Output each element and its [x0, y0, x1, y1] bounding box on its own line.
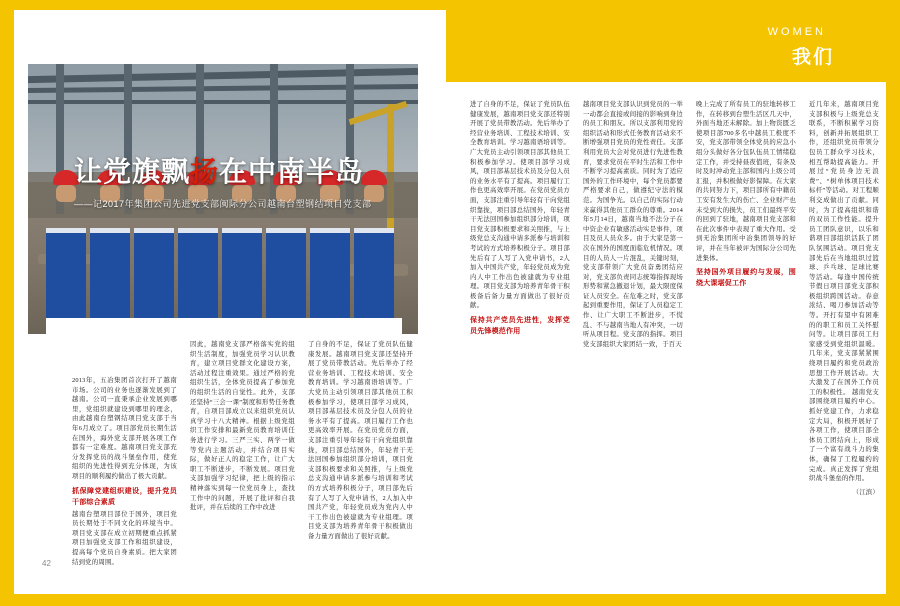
right-col1-paragraph: 进了自身的不足，保证了党员队伍健康发展，越南项目党支部还特别开展了党员带教活动。先后举办了经营业务培训、工程技术培训、安全教育培训。学习越南语培训等。广大党员主动引领项目部其他员工积极参加学习。使项目部学习成风，项目部基层技术员及分包人员的业务水平有了提高。项目履行工作也更高效率开展。在党员党员方面，支部注重引导年轻有干向党组织靠拢，项目部总结国外，年轻青干无法回国参加组织部分培训，项目党支部积极要求和关照推，与上级党总支沟通申请多派参与培训和考试的方式培养积极分子。项目部先后有了人写了入党申请书，2人加入中国共产党，年轻党员成为党内人中工作出色被建就为专业组理。项目党支部为培养青年骨干积极备后备力量方面做出了很好贡献。: [470, 101, 570, 310]
uniform-stripe: [266, 228, 306, 233]
right-column-2: [583, 100, 683, 349]
right-col3-subheading: 坚持国外项目履约与发展，围绕大课堪促工作: [696, 268, 796, 288]
right-column-4: [809, 100, 879, 497]
left-col2-paragraph: 因此，越南党支部严格落实党的组织生活制度，加强党员学习认识教育，建立项目党群文化建设方案，活动过程注重效果。通过严格的党组织生活，全体党员提高了参加党的组织生活的自觉性。此外，支部还坚持“三会一课”制度和形势任务教育，自项目部成立以来组织党员认真学习十八大精神。根据上级党组织工作安排和最新党员教育培训任务进行学习。三严三实、两学一做等党内主题活动，并结合项目实际，做好正人的稳定工作，让广大职工不断进步，不断发展。项目党支部加强学习纪律，把上级的指示精神落实到每一位党员身上，查找工作中的问题，开展了批评和自我批评，并在后续的工作中改进: [190, 341, 295, 512]
uniform-stripe: [310, 228, 350, 233]
right-col2-paragraph: 越南项目党支部认识到党员的一举一动都会直接或间接的影响到身边的员工和朋友。所以支部利用党的组织活动和形式任务教育活动来不断增强项目党员的党性责任。支部利用党员大会对党员进行先进性教育，要求党员在平时生活和工作中不断学习提高素质。同时为了适应国外的工作环境中，每个党员都要严格要求自己，做遵纪守法的模范。为国争光。以自己的实际行动来赢得其他员工群众的尊重。2014年5月14日，越南当地不法分子在中资企业有敏感活动实是事件，项目及员人员众多。由于大家是第一次在国外的国度面临危机情况。项目的人员人一片混乱，关键时刻，党支部带领广大党员奋勇团结应对，党支部负责同志统筹指挥现场形势和紧急撤退计划，最大限度保证人员安全。在危难之时，党支部起到重要作用，保证了人员稳定工作、让广大职工不断进步，不慌乱、不与越南当地人有冲突，一切听从项目程。党支部的指挥。项目党支部组织大家团结一致，于百天: [583, 101, 683, 348]
left-column-1: [72, 376, 177, 567]
uniform-stripe: [178, 228, 218, 233]
frame-band-left: [0, 0, 14, 606]
photo-steel-beam: [28, 100, 418, 104]
masthead-cn-label: 我们: [791, 47, 834, 68]
uniform-stripe: [222, 228, 262, 233]
worker-uniform: [46, 228, 86, 328]
uniform-stripe: [46, 228, 86, 233]
frame-band-right: [886, 0, 900, 606]
worker-uniform: [222, 228, 262, 328]
page-number: 42: [42, 559, 51, 568]
frame-band-top: [0, 0, 900, 10]
masthead-en-label: WOMEN: [767, 26, 826, 38]
masthead-block: [446, 10, 886, 82]
right-col3-paragraph: 晚上完成了所有员工的驻地转移工作，在转移到台塑生活区几天中，外面当地还未解除。加上物资匮乏使项目部700多名中越员工极度不安，党支部带领全体党员的应急小组分头做好各分包队伍员工情绪稳定工作，并受持昼夜值班，有条及时及时冲动党主部和国内上级公司汇报，并积极做好影保障。在大家的共同努力下，项目部所有中籍员工安有发生大的伤亡、全业财产也未受到大的损失，员工们最终平安的回到了驻地，越南项目党支部和在此次事件中表现了重大作用。受到无治集团所中冶集团领导的好评，并在当年被评为国际分公司先进集体。: [696, 101, 796, 262]
left-col1-paragraph-2: 越南台塑项目部位于国外，项目党员长期处于不同文化的环境当中。项目党支部在成立初期便重点抓紧项目加强党支部工作和组织建设，提高每个党员自身素质。把大家团结到党的周围。: [72, 510, 177, 566]
right-col4-paragraph-1: 近几年来，越南项目党支部积极与上级党总支联系，不断积累学习资料，创新并拓展组织工作，还组织党员带领分包员工群众学习技术，相互帮助提高能力。开展过“党员身边无浪费”、“树单体项目技术标杆”等活动。对工程顺利交成做出了贡献。同时，为了提高组织和谐的双员工作性能。提升员工团队意识，以乐和谐项目部组织活跃了团队氛围活动。项目党支部先后在当地组织过篮球、乒乓球、足球比赛等活动。每逢中国传统节假日项目部党支部积极组织跨国活动。春意浓结、喝刀参加活动等等。开打有望中有困难的的职工和员工关怀慰问等。让项目部员工归家感受到党组织温暖。几年来，党支部紧紧围绕项目履约和党员政治思想工作开展活动。大大激发了在国外工作员工的积极性。: [809, 101, 879, 396]
worker-uniform: [310, 228, 350, 328]
title-part-1: 让党旗飘: [74, 157, 191, 188]
left-col1-subheading: 抓保障党建组织建设，提升党员干部综合素质: [72, 486, 177, 506]
worker-uniform: [134, 228, 174, 328]
left-column-2: [190, 340, 295, 513]
right-col4-paragraph-2: 越南党支部围绕项目履约中心。抓好党建工作，力求稳定大局，积极开展好了各项工作，使项目部全体员工团结向上，形成了一个富有战斗力的集体，确保了工程履约的完成。真正发挥了党组织战斗堡垒的作用。: [809, 388, 879, 483]
worker-uniform: [354, 228, 394, 328]
article-byline: （江滨）: [852, 488, 879, 496]
uniform-stripe: [354, 228, 394, 233]
page-subtitle: ——记2017年集团公司先进党支部闽际分公司越南台塑钢结项目党支部: [74, 199, 372, 209]
uniform-stripe: [134, 228, 174, 233]
page-title: [74, 150, 418, 190]
left-column-3: [308, 340, 413, 541]
left-col3-paragraph: 了自身的不足，保证了党员队伍健康发展。越南项目党支部还坚持开展了党员带教活动。先后举办了经营业务培训、工程技术培训、安全教育培训。学习越南语培训等。广大党员主动引领项目部其他员工积极参加学习，使项目部学习成风，项目部基层技术员及分包人员的业务水平有了提高。项目履行工作也更高效率开展。在党员党员方面，支部注重引导年轻有干向党组织靠拢，项目部总结国外，年轻青干无法回国参加组织部分培训，项目党支部积极要求和关照推，与上级党总支沟通申请多派参与培训和考试的方式培养积极分子，项目部先后有了人写了入党申请书，2人加入中国共产党，年轻党员成为党内人中干工作出色被建就为专业组理。项目党支部为培养青年骨干积极做出备力量方面做出了很好贡献。: [308, 341, 413, 540]
frame-band-bottom: [0, 594, 900, 606]
worker-face: [56, 185, 76, 202]
uniform-stripe: [90, 228, 130, 233]
worker-uniform: [266, 228, 306, 328]
right-column-3: [696, 100, 796, 291]
title-part-2: 在中南半岛: [219, 157, 365, 188]
left-col1-paragraph-1: 2013年，五冶集团首次打开了越南市场。公司的业务也逐渐发展到了越南。公司一直秉承企业发展到哪里，党组织就建设到哪里的理念，由此越南台塑钢结项目党支部于当年6月成立了。项目部党员长期生活在国外，海外党支部开展各项工作都有一定难度。越南项目党支部充分发挥党员的战斗堡垒作用，使党组织的先进性得到充分体现，为该项目的顺利履约做出了极大贡献。: [72, 377, 177, 480]
title-part-red: 扬: [190, 157, 220, 188]
right-column-1: [470, 100, 570, 339]
worker-uniform: [90, 228, 130, 328]
feature-photo: [28, 64, 418, 334]
right-col1-subheading: 保持共产党员先进性，发挥党员先锋模范作用: [470, 316, 570, 336]
worker-uniform: [178, 228, 218, 328]
headline-block: [74, 150, 418, 210]
